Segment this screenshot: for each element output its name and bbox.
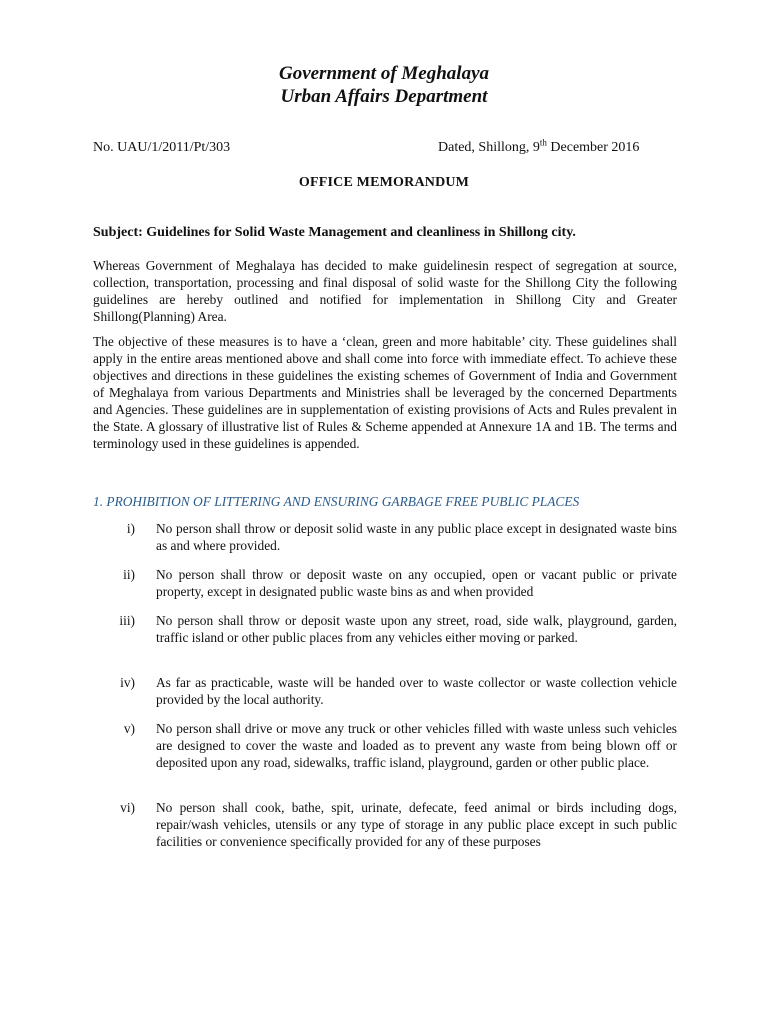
item-number: i) <box>126 521 135 536</box>
objective-paragraph: The objective of these measures is to have a ‘clean, green and more habitable’ city. These guidelines shall apply in the entire areas mentioned above and shall come into force with immediate effect. To achieve these objectives and directions in these guidelines the existing schemes of Government of India and Government of Meghalaya from various Departments and Ministries shall be leveraged by the concerned Departments and Agencies. These guidelines are in supplementation of existing provisions of Acts and Rules prevalent in the State. A glossary of illustrative list of Rules & Scheme appended at Annexure 1A and 1B. The terms and terminology used in these guidelines is appended. <box>93 334 677 451</box>
subject-line: Subject: Guidelines for Solid Waste Management and cleanliness in Shillong city. <box>93 225 576 240</box>
date-prefix: Dated, Shillong, 9 <box>438 140 540 155</box>
intro-paragraph: Whereas Government of Meghalaya has decided to make guidelinesin respect of segregation at source, collection, transportation, processing and final disposal of solid waste for the Shillong City the following guidelines are hereby outlined and notified for implementation in Shillong City and Greater Shillong(Planning) Area. <box>93 258 677 324</box>
item-number: iv) <box>120 675 135 690</box>
item-text: No person shall cook, bathe, spit, urinate, defecate, feed animal or birds including dogs, repair/wash vehicles, utensils or any type of storage in any public place except in such public facilities or convenience specifically provided for any of these purposes <box>156 800 677 849</box>
item-number: ii) <box>123 567 135 582</box>
item-text: No person shall throw or deposit solid waste in any public place except in designated waste bins as and where provided. <box>156 521 677 553</box>
item-number: iii) <box>119 613 135 628</box>
item-number: v) <box>123 721 135 736</box>
header-department: Urban Affairs Department <box>280 86 488 107</box>
section-heading: 1. PROHIBITION OF LITTERING AND ENSURING GARBAGE FREE PUBLIC PLACES <box>93 494 580 509</box>
memo-date <box>438 137 640 156</box>
item-text: No person shall drive or move any truck or other vehicles filled with waste unless such vehicles are designed to cover the waste and loaded as to prevent any waste from being blown off or deposited upon any road, sidewalks, traffic island, playground, garden or other public place. <box>156 721 677 770</box>
header-government: Government of Meghalaya <box>278 63 490 84</box>
item-number: vi) <box>120 800 135 815</box>
date-suffix: December 2016 <box>546 140 640 155</box>
reference-number: No. UAU/1/2011/Pt/303 <box>93 140 231 155</box>
item-text: No person shall throw or deposit waste on any occupied, open or vacant public or private property, except in designated public waste bins as and when provided <box>156 567 677 599</box>
date-superscript: th <box>539 137 547 148</box>
memo-title: OFFICE MEMORANDUM <box>298 175 470 190</box>
item-text: As far as practicable, waste will be handed over to waste collector or waste collection vehicle provided by the local authority. <box>156 675 677 707</box>
item-text: No person shall throw or deposit waste upon any street, road, side walk, playground, garden, traffic island or other public places from any vehicles either moving or parked. <box>156 613 677 645</box>
